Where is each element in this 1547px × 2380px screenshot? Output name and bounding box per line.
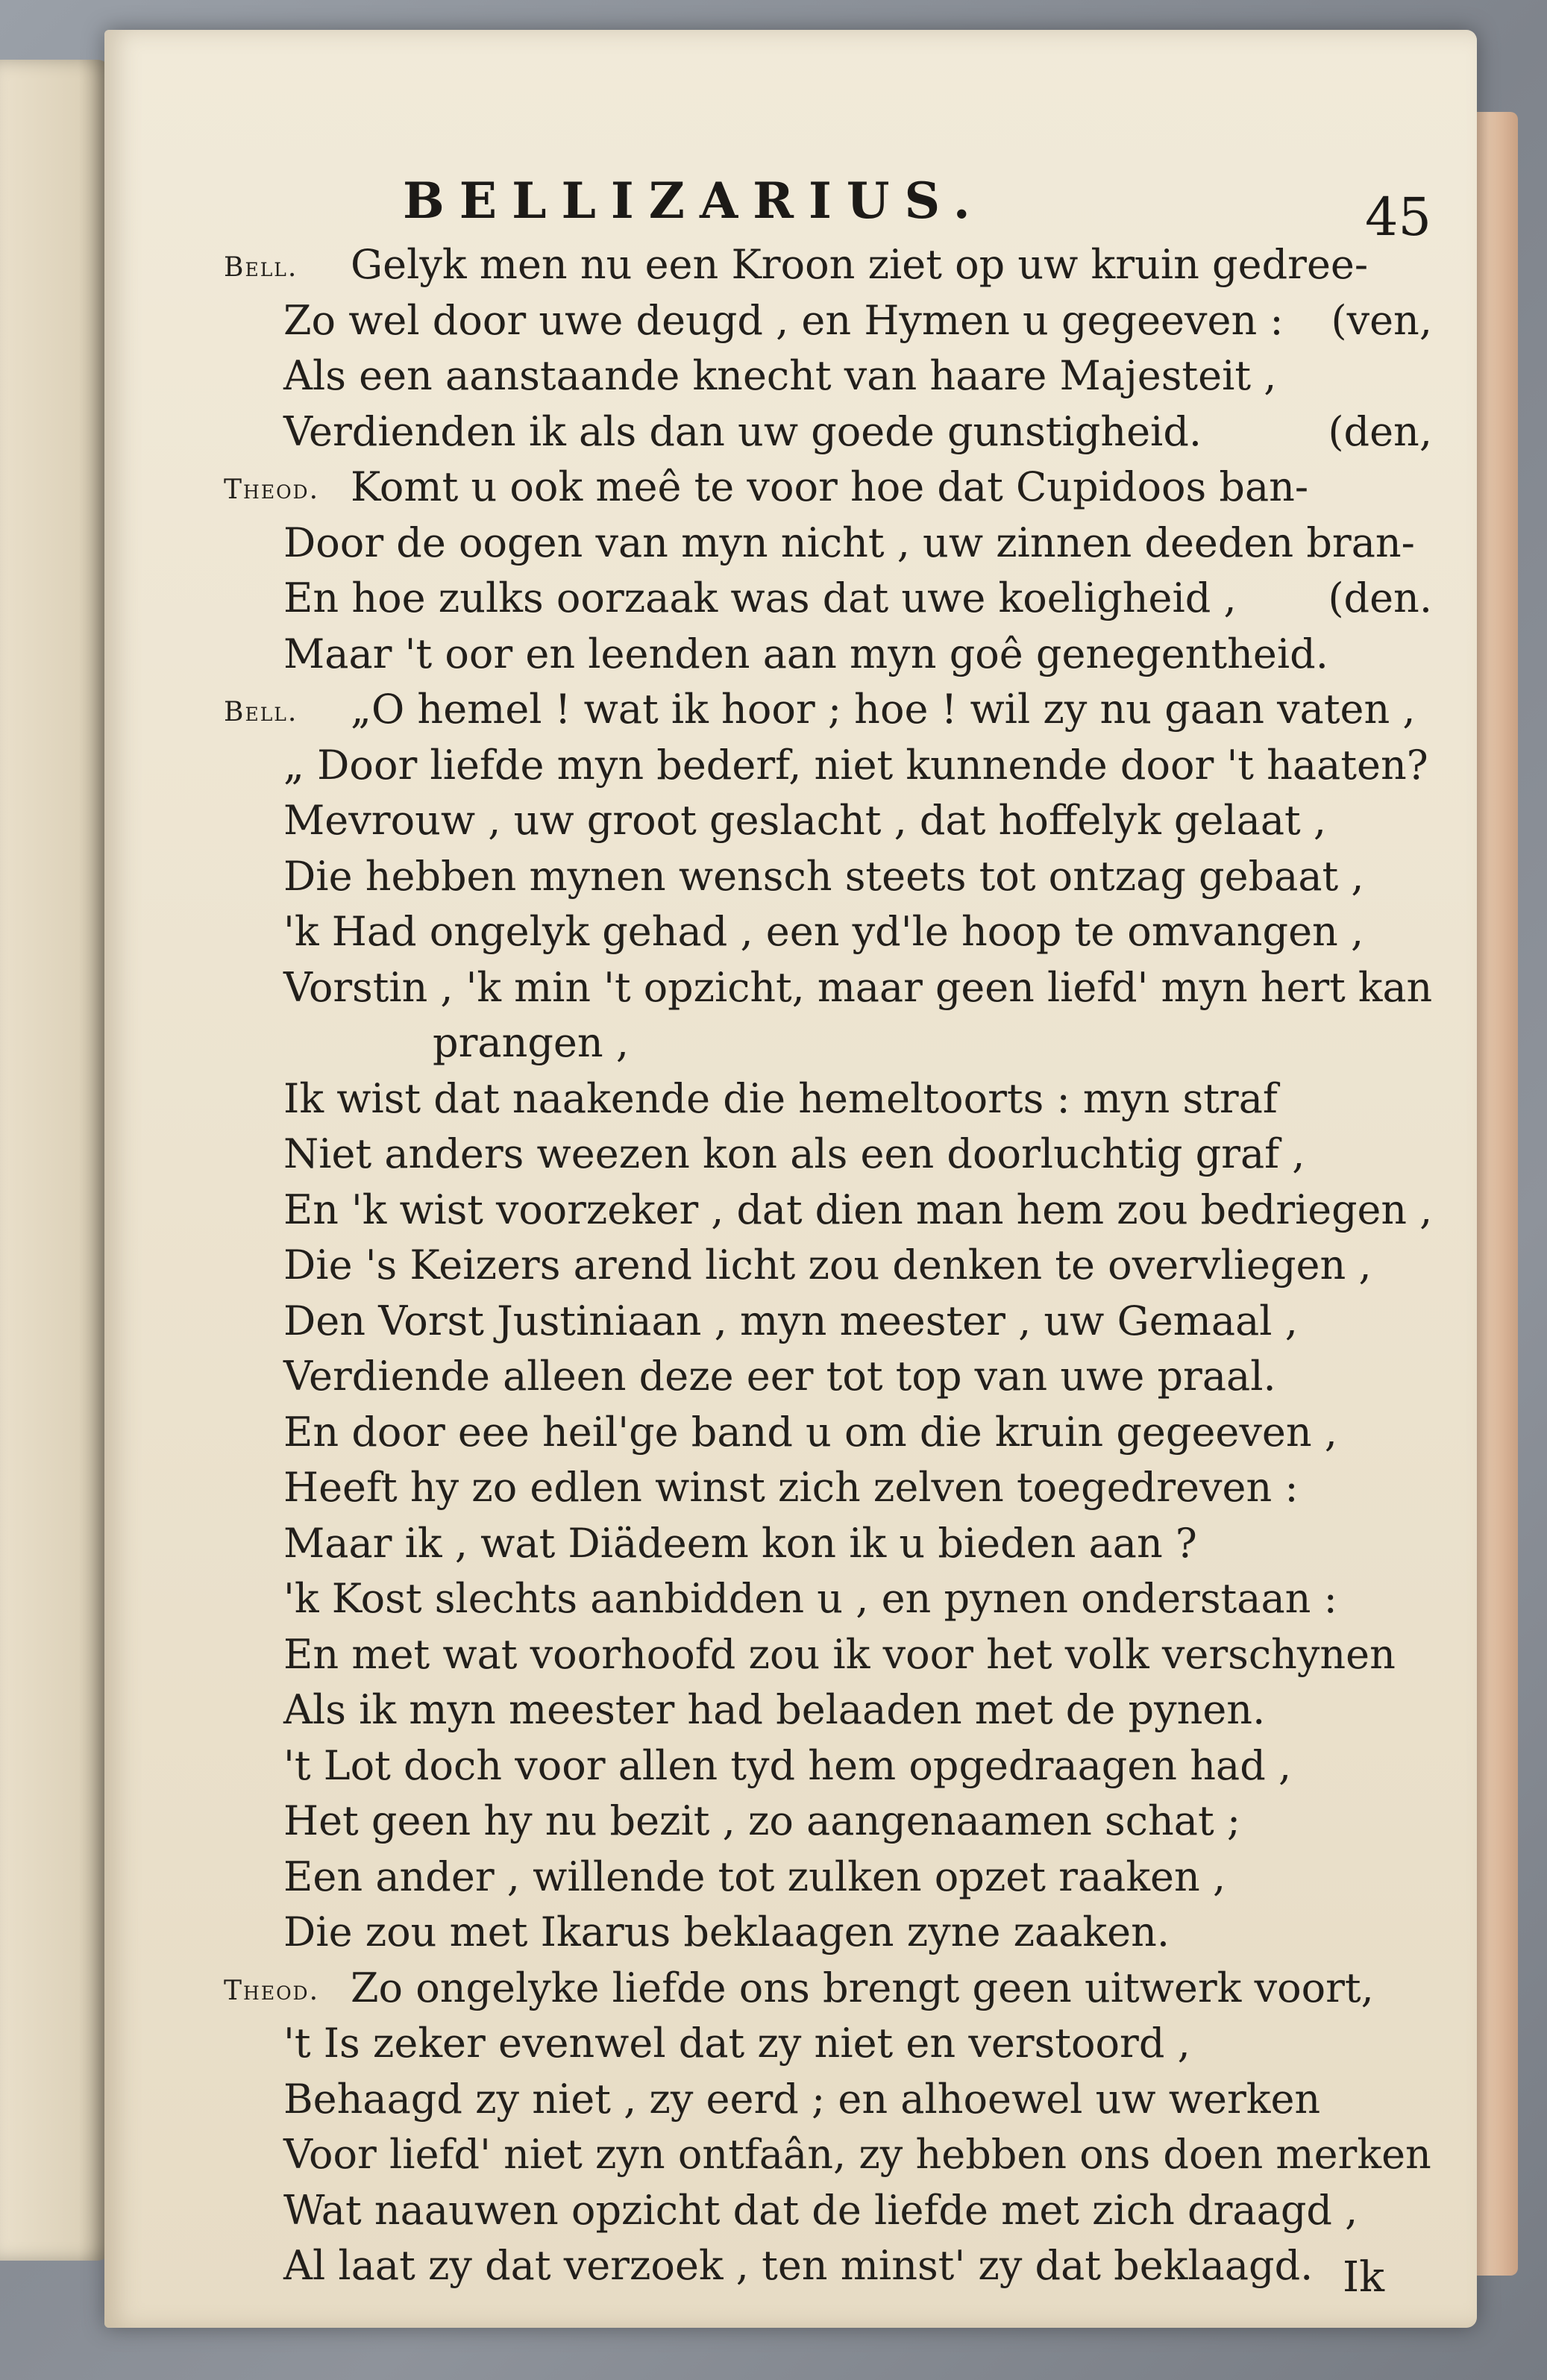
speaker-label: Theod. — [224, 475, 320, 505]
verse-line — [224, 1571, 1432, 1627]
verse-line — [224, 348, 1432, 404]
verse-line — [224, 1015, 1432, 1071]
verse-line — [224, 1405, 1432, 1461]
verse-line-text: Als een aanstaande knecht van haare Majesteit , — [283, 352, 1277, 399]
verse-line-text: Heeft hy zo edlen winst zich zelven toegedreven : — [283, 1464, 1299, 1511]
verse-line-text: Die zou met Ikarus beklaagen zyne zaaken. — [283, 1908, 1170, 1955]
verse-line — [224, 1294, 1432, 1350]
verse-line-text: Vorstin , 'k min 't opzicht, maar geen liefd' myn hert kan — [283, 963, 1433, 1011]
verse-line-text: 'k Kost slechts aanbidden u , en pynen onderstaan : — [283, 1575, 1337, 1622]
verse-line — [224, 516, 1432, 571]
facing-page-edge — [0, 60, 112, 2261]
verse-line-text: 't Lot doch voor allen tyd hem opgedraagen had , — [283, 1741, 1292, 1789]
verse-line — [224, 2072, 1432, 2128]
verse-line-turnover: (den, — [1328, 407, 1432, 455]
verse-line — [224, 1905, 1432, 1961]
verse-line — [224, 960, 1432, 1016]
verse-line — [224, 738, 1432, 794]
verse-line-text: En met wat voorhoofd zou ik voor het volk verschynen — [283, 1630, 1396, 1678]
verse-line-text: Gelyk men nu een Kroon ziet op uw kruin gedree- — [351, 241, 1369, 288]
speaker-label: Bell. — [224, 697, 298, 727]
speaker-label: Bell. — [224, 252, 298, 283]
verse-line-text: Die hebben mynen wensch steets tot ontzag gebaat , — [283, 852, 1364, 900]
verse-line-text: Maar 't oor en leenden aan myn goê genegentheid. — [283, 630, 1328, 677]
book-page — [104, 30, 1477, 2328]
verse-line-text: Mevrouw , uw groot geslacht , dat hoffelyk gelaat , — [283, 797, 1327, 844]
verse-line-turnover: (ven, — [1331, 296, 1432, 344]
verse-line — [224, 460, 1432, 516]
verse-line — [224, 571, 1432, 627]
verse-line — [224, 1961, 1432, 2017]
verse-line-text: Een ander , willende tot zulken opzet raaken , — [283, 1853, 1226, 1900]
verse-line-text: „O hemel ! wat ik hoor ; hoe ! wil zy nu gaan vaten , — [351, 686, 1416, 733]
verse-line — [224, 404, 1432, 460]
verse-text — [224, 237, 1432, 2294]
verse-line-text: Zo wel door uwe deugd , en Hymen u gegeeven : — [283, 296, 1284, 344]
verse-line-text: En door eee heil'ge band u om die kruin gegeeven , — [283, 1408, 1337, 1456]
verse-line-text: Zo ongelyke liefde ons brengt geen uitwerk voort, — [351, 1964, 1374, 2011]
verse-line — [224, 2016, 1432, 2072]
verse-line-text: Maar ik , wat Diädeem kon ik u bieden aan ? — [283, 1519, 1197, 1567]
verse-line-text: Door de oogen van myn nicht , uw zinnen deeden bran- — [283, 519, 1415, 566]
verse-line-text: Den Vorst Justiniaan , myn meester , uw Gemaal , — [283, 1297, 1298, 1344]
verse-line-text: En hoe zulks oorzaak was dat uwe koeligheid , — [283, 574, 1237, 621]
verse-line — [224, 1794, 1432, 1850]
verse-line-text: Al laat zy dat verzoek , ten minst' zy dat beklaagd. — [283, 2242, 1314, 2289]
verse-line-text: Niet anders weezen kon als een doorluchtig graf , — [283, 1130, 1305, 1177]
verse-line — [224, 1127, 1432, 1183]
page-edges — [1473, 112, 1518, 2276]
verse-line — [224, 904, 1432, 960]
page-number: 45 — [1365, 187, 1432, 248]
verse-line — [224, 1738, 1432, 1794]
verse-line — [224, 2127, 1432, 2183]
verse-line — [224, 293, 1432, 349]
verse-line-text: Behaagd zy niet , zy eerd ; en alhoewel uw werken — [283, 2075, 1321, 2123]
verse-line — [224, 1682, 1432, 1738]
verse-line — [224, 627, 1432, 683]
verse-line — [224, 1183, 1432, 1238]
verse-line — [224, 682, 1432, 738]
verse-line-text: En 'k wist voorzeker , dat dien man hem zou bedriegen , — [283, 1186, 1433, 1233]
verse-line — [224, 1349, 1432, 1405]
verse-line-text: Die 's Keizers arend licht zou denken te overvliegen , — [283, 1241, 1372, 1288]
verse-line-text: 'k Had ongelyk gehad , een yd'le hoop te omvangen , — [283, 908, 1364, 955]
verse-line — [224, 849, 1432, 905]
catchword: Ik — [1343, 2253, 1385, 2302]
verse-line-text: 't Is zeker evenwel dat zy niet en verstoord , — [283, 2020, 1190, 2067]
verse-line-turnover: (den. — [1328, 574, 1432, 621]
verse-line-text: Wat naauwen opzicht dat de liefde met zich draagd , — [283, 2186, 1358, 2234]
verse-line-text: prangen , — [433, 1019, 629, 1066]
verse-line — [224, 1071, 1432, 1127]
verse-line — [224, 1627, 1432, 1683]
verse-line — [224, 793, 1432, 849]
verse-line — [224, 2238, 1432, 2294]
verse-line-text: Het geen hy nu bezit , zo aangenaamen schat ; — [283, 1797, 1241, 1844]
verse-line — [224, 1460, 1432, 1516]
verse-line-text: Als ik myn meester had belaaden met de pynen. — [283, 1686, 1266, 1733]
verse-line-text: Voor liefd' niet zyn ontfaân, zy hebben ons doen merken — [283, 2131, 1431, 2178]
verse-line-text: Verdiende alleen deze eer tot top van uwe praal. — [283, 1353, 1276, 1400]
running-head: BELLIZARIUS. — [403, 172, 985, 230]
verse-line-text: Ik wist dat naakende die hemeltoorts : myn straf — [283, 1074, 1278, 1122]
speaker-label: Theod. — [224, 1975, 320, 2006]
verse-line — [224, 237, 1432, 293]
verse-line — [224, 1238, 1432, 1294]
verse-line — [224, 1850, 1432, 1905]
verse-line-text: Komt u ook meê te voor hoe dat Cupidoos ban- — [351, 463, 1309, 510]
verse-line — [224, 1516, 1432, 1572]
verse-line — [224, 2183, 1432, 2239]
verse-line-text: „ Door liefde myn bederf, niet kunnende door 't haaten? — [283, 741, 1428, 789]
verse-line-text: Verdienden ik als dan uw goede gunstigheid. — [283, 407, 1202, 455]
